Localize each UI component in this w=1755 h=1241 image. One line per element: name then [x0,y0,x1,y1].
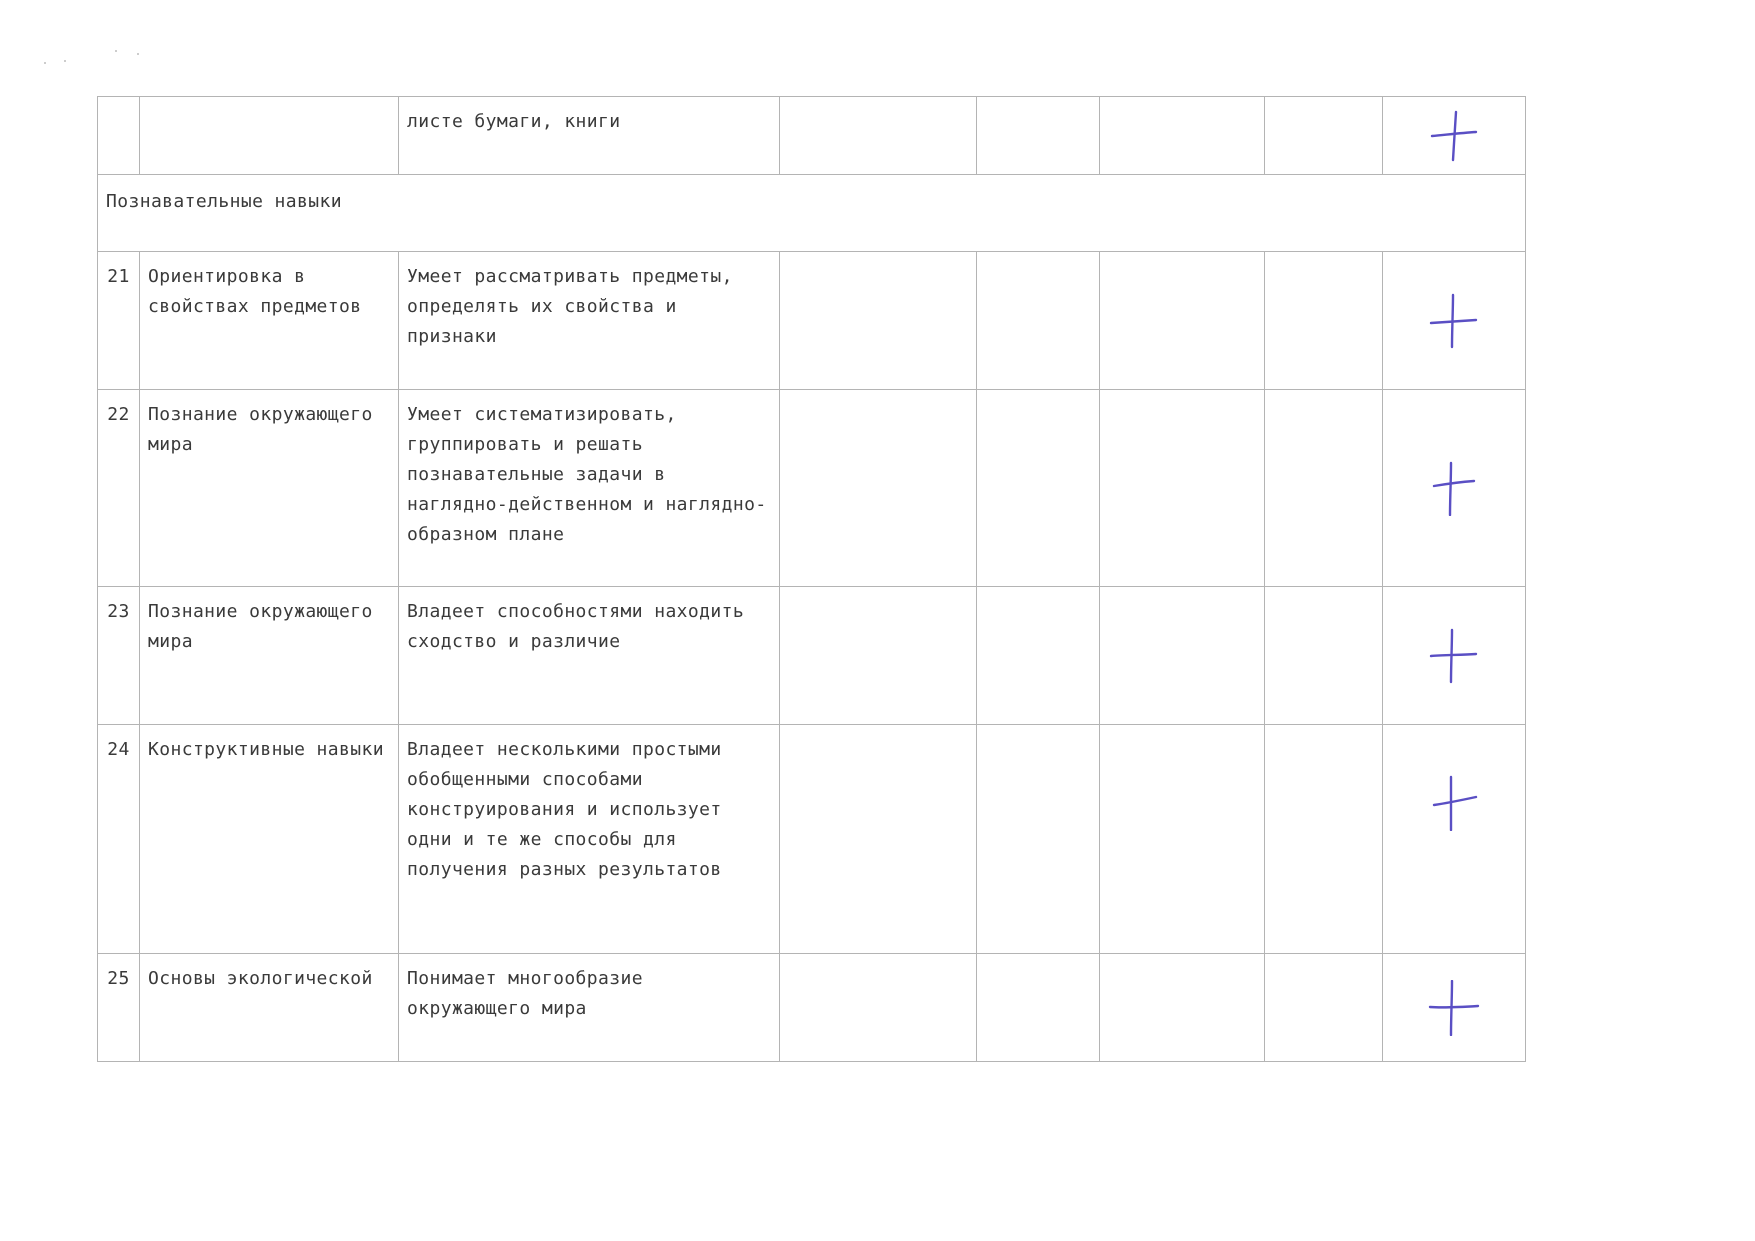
description-cell [399,954,780,1062]
description-text: Владеет способностями находить сходство и различие [407,601,745,652]
continued-row [98,97,1526,175]
empty-cell [977,587,1100,725]
handwritten-plus-icon [1426,460,1482,516]
empty-cell [780,390,977,587]
empty-cell [780,725,977,954]
scan-speck [44,62,46,64]
empty-cell [780,97,977,175]
skill-text: Познание окружающего мира [148,404,373,455]
handwritten-plus-icon [1426,775,1482,831]
section-title-cell [98,175,1526,252]
empty-cell [977,954,1100,1062]
empty-cell [780,954,977,1062]
skill-cell [140,587,399,725]
description-cell [399,587,780,725]
table-row [98,252,1526,390]
empty-cell [1265,390,1383,587]
description-text: Понимает многообразие окружающего мира [407,968,643,1019]
mark-cell [1383,954,1526,1062]
row-number: 25 [98,954,140,1062]
skill-text: Конструктивные навыки [148,739,384,760]
empty-cell [1100,587,1265,725]
empty-cell [780,252,977,390]
description-text: Владеет несколькими простыми обобщенными способами конструирования и использует одни и те же способы для получения разных результатов [407,739,722,880]
handwritten-plus-icon [1426,628,1482,684]
table-row [98,954,1526,1062]
section-title: Познавательные навыки [106,191,342,212]
empty-cell [977,390,1100,587]
skill-cell [140,97,399,175]
skill-text: Ориентировка в свойствах предметов [148,266,362,317]
mark-cell [1383,97,1526,175]
scan-speck [137,53,139,55]
empty-cell [1265,97,1383,175]
mark-cell [1383,725,1526,954]
empty-cell [1265,252,1383,390]
skill-cell [140,954,399,1062]
mark-cell [1383,252,1526,390]
row-number: 23 [98,587,140,725]
handwritten-plus-icon [1426,293,1482,349]
handwritten-plus-icon [1426,980,1482,1036]
row-number: 22 [98,390,140,587]
assessment-table [97,96,1526,1062]
mark-cell [1383,390,1526,587]
table-row [98,390,1526,587]
description-text: Умеет рассматривать предметы, определять их свойства и признаки [407,266,733,347]
section-row [98,175,1526,252]
skill-cell [140,252,399,390]
empty-cell [1265,725,1383,954]
row-number: 24 [98,725,140,954]
mark-cell [1383,587,1526,725]
empty-cell [1100,252,1265,390]
empty-cell [1100,954,1265,1062]
skill-cell [140,725,399,954]
description-text: Умеет систематизировать, группировать и решать познавательные задачи в наглядно-действенном и наглядно-образном плане [407,404,767,545]
empty-cell [1265,954,1383,1062]
skill-text: Познание окружающего мира [148,601,373,652]
description-cell [399,97,780,175]
description-cell [399,390,780,587]
table-row [98,725,1526,954]
description-cell [399,252,780,390]
empty-cell [1265,587,1383,725]
empty-cell [780,587,977,725]
description-text: листе бумаги, книги [407,111,621,132]
empty-cell [1100,390,1265,587]
empty-cell [977,97,1100,175]
row-number: 21 [98,252,140,390]
handwritten-plus-icon [1426,108,1482,164]
skill-cell [140,390,399,587]
skill-text: Основы экологической [148,968,373,989]
num-cell [98,97,140,175]
empty-cell [1100,725,1265,954]
scan-speck [115,50,117,52]
empty-cell [977,725,1100,954]
table-row [98,587,1526,725]
empty-cell [977,252,1100,390]
description-cell [399,725,780,954]
empty-cell [1100,97,1265,175]
scan-speck [64,60,66,62]
